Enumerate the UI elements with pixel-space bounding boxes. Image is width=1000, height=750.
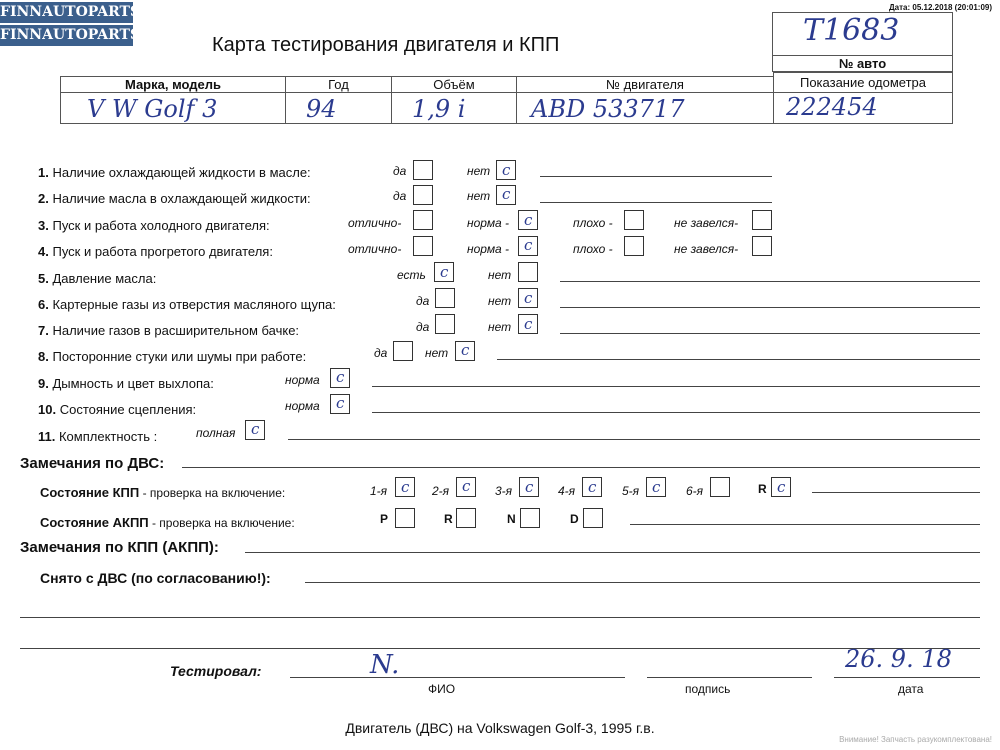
question-10: 10. Состояние сцепления:: [38, 402, 197, 417]
q5-present-mark: c: [440, 263, 449, 281]
logo-banner-1: FINNAUTOPARTS: [0, 2, 133, 23]
fio-label: ФИО: [428, 682, 456, 696]
q4-excellent-label: отлично-: [348, 242, 402, 256]
gear-r-mark: c: [777, 478, 786, 496]
q4-nostart-label: не завелся-: [674, 242, 739, 256]
q4-bad-label: плохо -: [573, 242, 613, 256]
q9-normal-checkbox[interactable]: [330, 368, 350, 388]
question-11: 11. Комплектность :: [38, 429, 158, 444]
q2-yes-label: да: [393, 189, 407, 203]
q3-nostart-label: не завелся-: [674, 216, 739, 230]
removed-label: Снято с ДВС (по согласованию!):: [40, 570, 271, 586]
gear-r-checkbox[interactable]: [771, 477, 791, 497]
q6-yes-label: да: [416, 294, 430, 308]
remarks-engine-line: [182, 467, 980, 468]
q2-no-mark: c: [502, 185, 511, 203]
removed-line: [305, 582, 980, 583]
q2-no-label: нет: [467, 189, 491, 203]
engine-number-value: ABD 533717: [531, 95, 685, 123]
question-4: 4. Пуск и работа прогретого двигателя:: [38, 244, 273, 259]
q8-yes-label: да: [374, 346, 388, 360]
cell-volume: [391, 92, 517, 124]
akpp-r-label: R: [444, 512, 453, 526]
akpp-r-checkbox[interactable]: [456, 508, 476, 528]
question-3: 3. Пуск и работа холодного двигателя:: [38, 218, 270, 233]
q8-note-line: [497, 359, 980, 360]
q2-yes-checkbox[interactable]: [413, 185, 433, 205]
tester-name-value: N.: [370, 650, 400, 680]
auto-number-label: № авто: [772, 55, 953, 72]
question-7: 7. Наличие газов в расширительном бачке:: [38, 323, 300, 338]
gear-4-label: 4-я: [558, 484, 576, 498]
make-value: V W Golf 3: [87, 95, 218, 123]
date-value: 26. 9. 18: [845, 645, 952, 673]
q7-no-mark: c: [524, 315, 533, 333]
q10-note-line: [372, 412, 980, 413]
q5-no-checkbox[interactable]: [518, 262, 538, 282]
gear-4-mark: c: [588, 478, 597, 496]
q1-no-mark: c: [502, 161, 511, 179]
remarks-engine-label: Замечания по ДВС:: [20, 455, 165, 472]
q10-normal-mark: c: [336, 394, 345, 412]
akpp-d-checkbox[interactable]: [583, 508, 603, 528]
logo-banner-2: FINNAUTOPARTS: [0, 25, 133, 46]
question-2: 2. Наличие масла в охлаждающей жидкости:: [38, 191, 311, 206]
akpp-p-label: P: [380, 512, 389, 526]
q10-normal-label: норма: [285, 399, 320, 413]
timestamp: Дата: 05.12.2018 (20:01:09): [888, 3, 992, 12]
question-9: 9. Дымность и цвет выхлопа:: [38, 376, 214, 391]
q5-present-label: есть: [397, 268, 426, 282]
gear-6-label: 6-я: [686, 484, 704, 498]
q9-normal-label: норма: [285, 373, 320, 387]
q8-no-label: нет: [425, 346, 449, 360]
akpp-note-line: [630, 524, 980, 525]
akpp-p-checkbox[interactable]: [395, 508, 415, 528]
gear-4-checkbox[interactable]: [582, 477, 602, 497]
q5-present-checkbox[interactable]: [434, 262, 454, 282]
q1-yes-checkbox[interactable]: [413, 160, 433, 180]
gear-3-label: 3-я: [495, 484, 513, 498]
gear-1-label: 1-я: [370, 484, 388, 498]
question-5: 5. Давление масла:: [38, 271, 157, 286]
gear-3-checkbox[interactable]: [519, 477, 539, 497]
q6-no-mark: c: [524, 289, 533, 307]
q6-no-label: нет: [488, 294, 512, 308]
q6-yes-checkbox[interactable]: [435, 288, 455, 308]
blank-line-2: [20, 648, 980, 649]
q4-nostart-checkbox[interactable]: [752, 236, 772, 256]
q5-note-line: [560, 281, 980, 282]
auto-number-box: [772, 12, 953, 56]
q4-normal-mark: c: [524, 236, 533, 254]
page-title: Карта тестирования двигателя и КПП: [212, 34, 560, 56]
date-line: [834, 677, 980, 678]
question-8: 8. Посторонние стуки или шумы при работе:: [38, 349, 307, 364]
q2-no-checkbox[interactable]: [496, 185, 516, 205]
q9-note-line: [372, 386, 980, 387]
header-engine-number: № двигателя: [516, 76, 774, 93]
fio-line: [290, 677, 625, 678]
q6-no-checkbox[interactable]: [518, 288, 538, 308]
cell-odometer: [773, 92, 953, 124]
blank-line-1: [20, 617, 980, 618]
gear-r-label: R: [758, 482, 767, 496]
q7-note-line: [560, 333, 980, 334]
q7-yes-label: да: [416, 320, 430, 334]
odometer-value: 222454: [786, 93, 878, 121]
date-label: дата: [898, 682, 924, 696]
q3-normal-mark: c: [524, 211, 533, 229]
q3-nostart-checkbox[interactable]: [752, 210, 772, 230]
q1-note-line: [540, 176, 772, 177]
kpp-row-label: Состояние КПП - проверка на включение:: [40, 485, 286, 500]
akpp-n-label: N: [507, 512, 516, 526]
q4-excellent-checkbox[interactable]: [413, 236, 433, 256]
q11-complete-label: полная: [196, 426, 236, 440]
akpp-n-checkbox[interactable]: [520, 508, 540, 528]
header-volume: Объём: [391, 76, 517, 93]
q7-yes-checkbox[interactable]: [435, 314, 455, 334]
q3-normal-checkbox[interactable]: [518, 210, 538, 230]
q7-no-label: нет: [488, 320, 512, 334]
cell-engine-number: [516, 92, 774, 124]
q8-no-checkbox[interactable]: [455, 341, 475, 361]
q3-excellent-label: отлично-: [348, 216, 402, 230]
signature-label: подпись: [685, 682, 731, 696]
q1-no-label: нет: [467, 164, 491, 178]
gear-5-checkbox[interactable]: [646, 477, 666, 497]
q10-normal-checkbox[interactable]: [330, 394, 350, 414]
question-1: 1. Наличие охлаждающей жидкости в масле:: [38, 165, 311, 180]
q6-note-line: [560, 307, 980, 308]
q1-no-checkbox[interactable]: [496, 160, 516, 180]
tested-by-label: Тестировал:: [170, 663, 262, 679]
q11-complete-checkbox[interactable]: [245, 420, 265, 440]
cell-year: [285, 92, 392, 124]
volume-value: 1,9 i: [412, 95, 466, 123]
gear-1-checkbox[interactable]: [395, 477, 415, 497]
header-odometer: Показание одометра: [773, 72, 953, 93]
q8-no-mark: c: [461, 341, 470, 359]
q5-no-label: нет: [488, 268, 512, 282]
q11-complete-mark: c: [251, 420, 260, 438]
auto-number-value: T1683: [803, 13, 900, 48]
q3-excellent-checkbox[interactable]: [413, 210, 433, 230]
gear-5-mark: c: [652, 478, 661, 496]
q11-note-line: [288, 439, 980, 440]
q9-normal-mark: c: [336, 368, 345, 386]
q1-yes-label: да: [393, 164, 407, 178]
q3-bad-label: плохо -: [573, 216, 613, 230]
q4-normal-checkbox[interactable]: [518, 236, 538, 256]
q7-no-checkbox[interactable]: [518, 314, 538, 334]
gear-1-mark: c: [401, 478, 410, 496]
gear-6-checkbox[interactable]: [710, 477, 730, 497]
gear-3-mark: c: [525, 478, 534, 496]
remarks-kpp-line: [245, 552, 980, 553]
question-6: 6. Картерные газы из отверстия масляного щупа:: [38, 297, 336, 312]
watermark-note: Внимание! Запчасть разукомплектована!: [839, 735, 992, 744]
gear-2-mark: c: [462, 477, 471, 495]
akpp-row-label: Состояние АКПП - проверка на включение:: [40, 515, 295, 530]
akpp-d-label: D: [570, 512, 579, 526]
q3-bad-checkbox[interactable]: [624, 210, 644, 230]
gear-2-label: 2-я: [432, 484, 450, 498]
q2-note-line: [540, 202, 772, 203]
image-caption: Двигатель (ДВС) на Volkswagen Golf-3, 1995 г.в.: [345, 720, 655, 736]
header-year: Год: [285, 76, 392, 93]
q3-normal-label: норма -: [467, 216, 510, 230]
year-value: 94: [306, 95, 337, 123]
remarks-kpp-label: Замечания по КПП (АКПП):: [20, 539, 219, 556]
gear-2-checkbox[interactable]: [456, 477, 476, 497]
kpp-note-line: [812, 492, 980, 493]
gear-5-label: 5-я: [622, 484, 640, 498]
cell-make: [60, 92, 286, 124]
q4-normal-label: норма -: [467, 242, 510, 256]
header-make: Марка, модель: [60, 76, 286, 93]
q4-bad-checkbox[interactable]: [624, 236, 644, 256]
q8-yes-checkbox[interactable]: [393, 341, 413, 361]
signature-line: [647, 677, 812, 678]
